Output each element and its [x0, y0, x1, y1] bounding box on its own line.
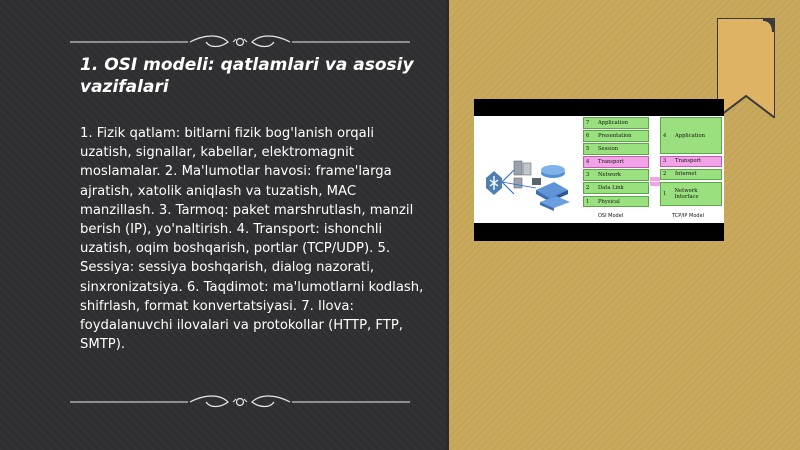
osi-layer-4: 4 Transport [583, 156, 649, 168]
diagram-canvas [474, 116, 724, 223]
tcpip-layer-transport: 3 Transport [660, 156, 722, 168]
osi-layer-7: 7 Application [583, 117, 649, 129]
slide-title: 1. OSI modeli: qatlamlari va asosiy vazifalari [80, 55, 414, 97]
tcpip-model-label: TCP/IP Model [672, 213, 705, 219]
osi-layer-1: 1 Physical [583, 196, 649, 208]
osi-tcpip-diagram [474, 99, 724, 241]
slide-body: 1. Fizik qatlam: bitlarni fizik bog'lanish orqali uzatish, signallar, kabellar, elektromagnit moslamalar. 2. Ma'lumotlar havosi: frame'larga ajratish, xatolik aniqlash va tuzatish, MAC manzillash. 3. Tarmoq: paket marshrutlash, manzil berish (IP), yo'naltirish. 4. Transport: ishonchli uzatish, oqim boshqarish, portlar (TCP/UDP). 5. Sessiya: sessiya boshqarish, dialog nazorati, sinxronizatsiya. 6. Taqdimot: ma'lumotlarni kodlash, shifrlash, format konvertatsiyasi. 7. Ilova: foydalanuvchi ilovalari va protokollar (HTTP, FTP, SMTP). [80, 126, 424, 353]
tcpip-layer-network-interface: 1 Network Interface [660, 182, 722, 207]
bookmark-ribbon-icon [717, 18, 775, 118]
osi-layer-6: 6 Presentation [583, 130, 649, 142]
network-devices-icon [474, 116, 584, 223]
osi-model-label: OSI Model [598, 213, 624, 219]
osi-layer-2: 2 Data Link [583, 182, 649, 194]
ornament-divider-top [70, 32, 410, 52]
ornament-divider-bottom [70, 392, 410, 412]
osi-layer-list [583, 117, 649, 209]
mapping-arrow-icon [650, 177, 660, 186]
tcpip-layer-internet: 2 Internet [660, 169, 722, 181]
osi-layer-5: 5 Session [583, 143, 649, 155]
osi-layer-3: 3 Network [583, 169, 649, 181]
tcpip-layer-list [660, 117, 722, 208]
tcpip-layer-application: 4 Application [660, 117, 722, 154]
